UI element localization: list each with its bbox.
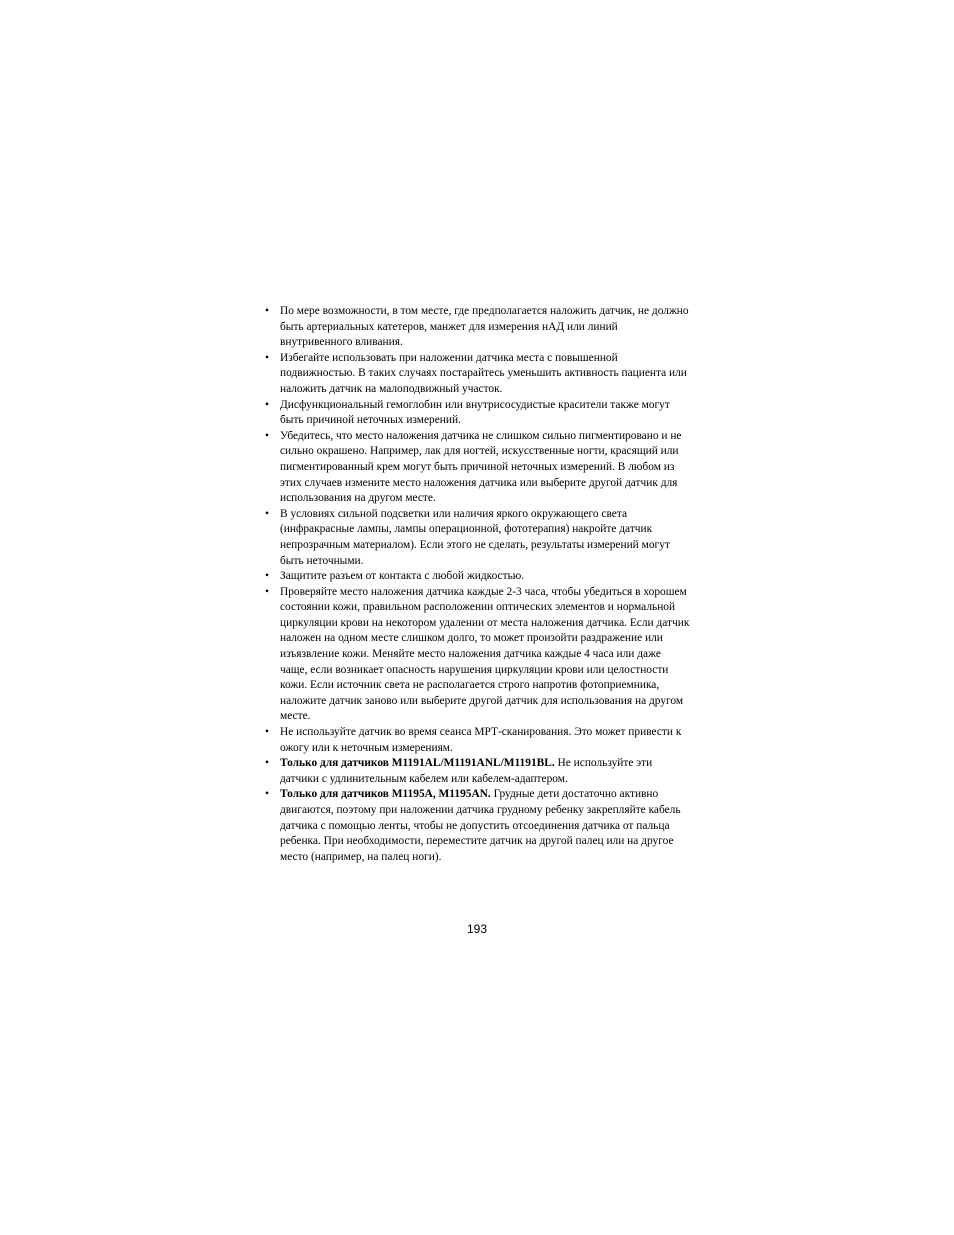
list-item-body: Грудные дети достаточно активно двигаются, поэтому при наложении датчика грудному ребенку закрепляйте кабель датчика с помощью ленты, чтобы не допустить отсоединения датчика от пальца ребенка. При необходимости, переместите датчик на другой палец или на другое место (например, на палец ноги). [280,788,681,863]
list-item [264,304,690,351]
list-item [264,585,690,725]
list-item-text [280,756,690,787]
list-item [264,787,690,865]
list-item-lead: Только для датчиков M1191AL/M1191ANL/M1191BL. [280,757,555,770]
list-item [264,351,690,398]
list-item-body: Не используйте эти датчики с удлинительным кабелем или кабелем-адаптером. [280,757,653,785]
list-item-body: Не используйте датчик во время сеанса МРТ-сканирования. Это может привести к ожогу или к неточным измерениям. [280,726,682,754]
list-item [264,756,690,787]
list-item-text [280,569,690,585]
list-item-body: Проверяйте место наложения датчика каждые 2-3 часа, чтобы убедиться в хорошем состоянии кожи, правильном расположении оптических элементов и нормальной циркуляции крови на некотором удалении от места наложения датчика. Если датчик наложен на одном месте слишком долго, то может произойти раздражение или изъязвление кожи. Меняйте место наложения датчика каждые 4 часа или даже чаще, если возникает опасность нарушения циркуляции крови или целостности кожи. Если источник света не располагается строго напротив фотоприемника, наложите датчик заново или выберите другой датчик для использования на другом месте. [280,585,690,723]
list-item-text [280,585,690,725]
list-item-lead: Только для датчиков M1195A, M1195AN. [280,788,491,801]
precautions-list [264,304,690,865]
list-item-text [280,429,690,507]
list-item [264,569,690,585]
bullet-marker: • [265,305,269,317]
bullet-marker: • [265,788,269,801]
list-item-body: Избегайте использовать при наложении датчика места с повышенной подвижностью. В таких случаях постарайтесь уменьшить активность пациента или наложить датчик на малоподвижный участок. [280,351,687,395]
bullet-marker: • [265,351,269,364]
list-item [264,429,690,507]
bullet-marker: • [265,585,269,598]
list-item [264,725,690,756]
list-item-text [280,304,690,351]
bullet-marker: • [265,757,269,770]
list-item-text [280,787,690,865]
list-item [264,398,690,429]
bullet-marker: • [265,507,269,520]
list-item-text [280,507,690,569]
bullet-marker: • [265,398,269,411]
page-number: 193 [466,922,488,936]
list-item [264,507,690,569]
list-item-body: Защитите разъем от контакта с любой жидкостью. [280,570,525,583]
list-item-body: Убедитесь, что место наложения датчика не слишком сильно пигментировано и не сильно окрашено. Например, лак для ногтей, искусственные ногти, красящий или пигментированный крем могут быть причиной неточных измерений. В любом из этих случаев измените место наложения датчика или выберите другой датчик для использования на другом месте. [280,429,682,505]
bullet-marker: • [265,570,269,583]
list-item-text [280,725,690,756]
list-item-text [280,351,690,398]
bullet-marker: • [265,726,269,739]
list-item-body: В условиях сильной подсветки или наличия яркого окружающего света (инфракрасные лампы, лампы операционной, фототерапия) накройте датчик непрозрачным материалом). Если этого не сделать, результаты измерений могут быть неточными. [280,507,670,567]
bullet-marker: • [265,429,269,442]
list-item-body: Дисфункциональный гемоглобин или внутрисосудистые красители также могут быть причиной неточных измерений. [280,398,670,427]
list-item-body: По мере возможности, в том месте, где предполагается наложить датчик, не должно быть артериальных катетеров, манжет для измерения нАД или линий внутривенного вливания. [280,305,689,349]
list-item-text [280,398,690,429]
